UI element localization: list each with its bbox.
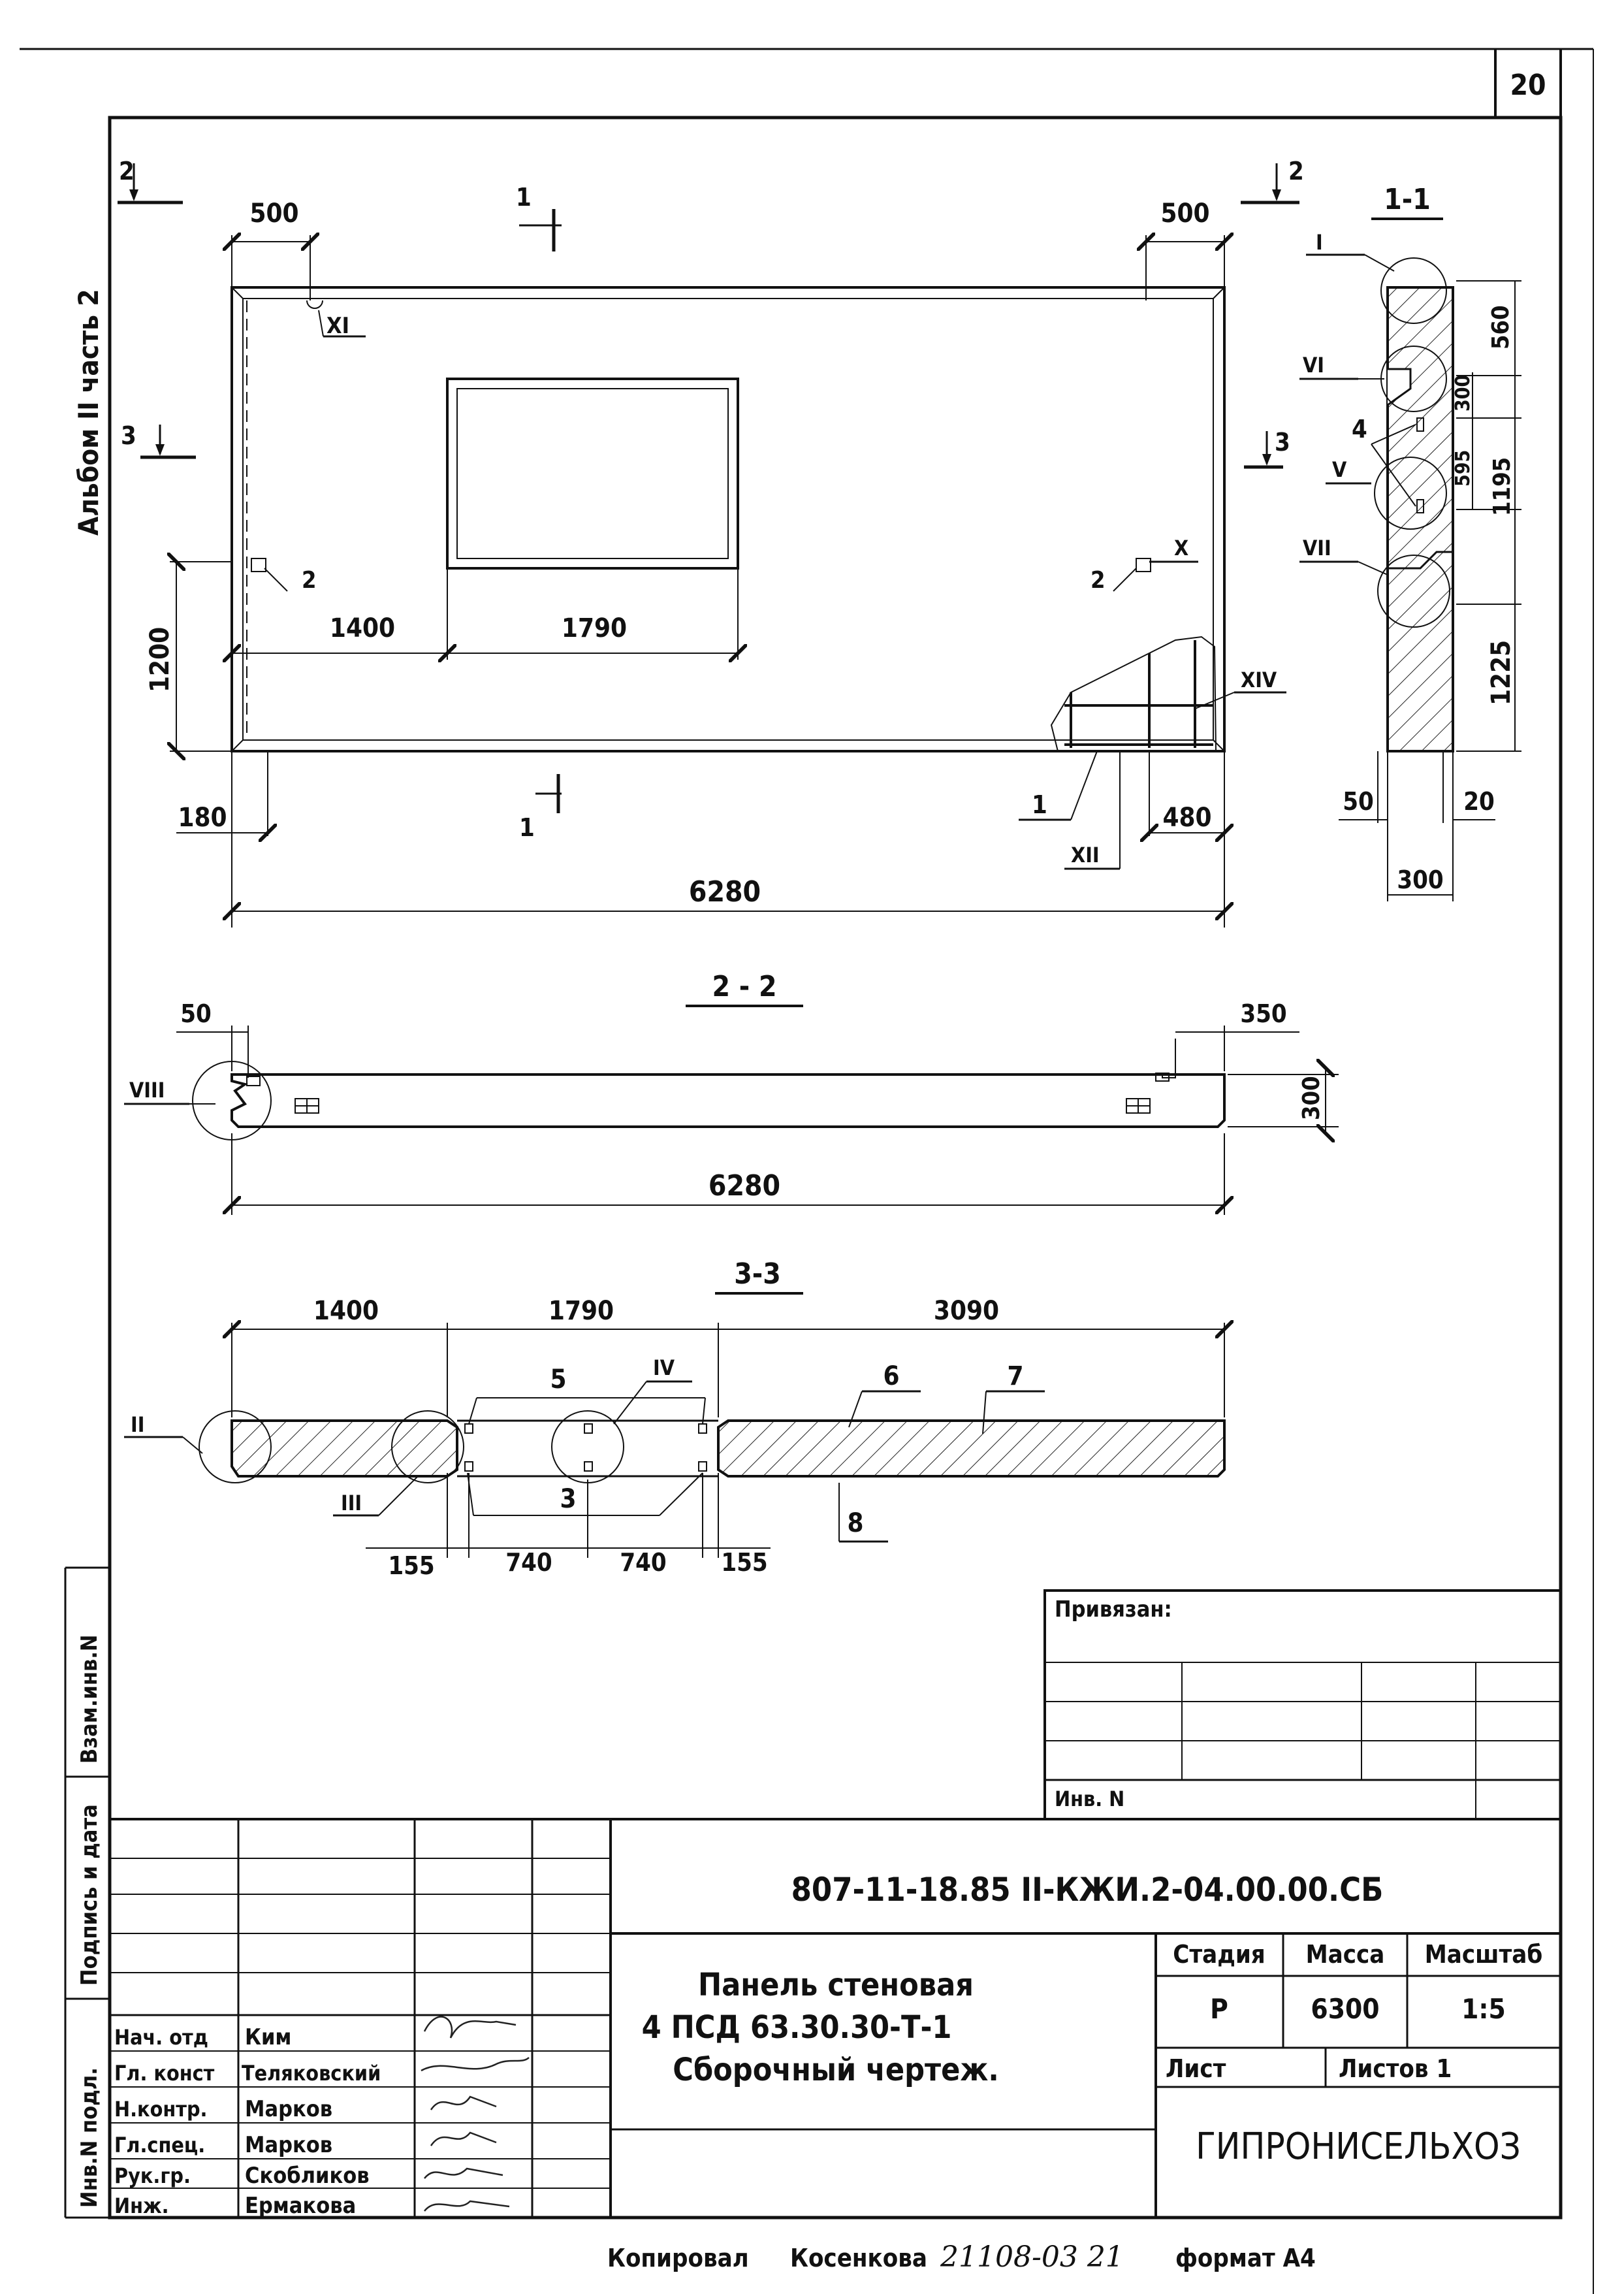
signer-role-5: Инж.	[114, 2193, 169, 2218]
dim-300-bottom: 300	[1397, 865, 1444, 894]
signer-name-3: Марков	[245, 2132, 333, 2158]
dim-480: 480	[1162, 803, 1212, 833]
doc-name-line3: Сборочный чертеж.	[673, 2052, 999, 2088]
section-1-1-title: 1-1	[1384, 183, 1431, 216]
section-3-3-title: 3-3	[734, 1257, 781, 1291]
cut1-top-label: 1	[516, 183, 532, 212]
dim-50-sec22: 50	[180, 999, 212, 1028]
inv-label: Инв. N	[1055, 1786, 1125, 1811]
signer-name-0: Ким	[245, 2024, 292, 2050]
signer-role-0: Нач. отд	[114, 2025, 208, 2050]
node-IV: IV	[653, 1355, 675, 1380]
window-opening	[447, 379, 738, 568]
signer-name-1: Теляковский	[242, 2061, 381, 2086]
node-V: V	[1332, 457, 1347, 482]
header-mass: Масса	[1305, 1940, 1385, 1969]
doc-name-line2: 4 ПСД 63.30.30-Т-1	[641, 2009, 952, 2046]
dim-1400: 1400	[329, 613, 396, 643]
dim-1200: 1200	[145, 626, 175, 692]
cut2-left-label: 2	[119, 157, 135, 186]
dim-6280-sec22: 6280	[708, 1169, 781, 1203]
dim-300-sec11: 300	[1452, 374, 1474, 412]
section-2-2-body	[232, 1074, 1224, 1127]
pos7: 7	[1007, 1361, 1024, 1391]
signer-name-5: Ермакова	[245, 2193, 357, 2219]
doc-name-line1: Панель стеновая	[698, 1967, 974, 2003]
cut2-right-label: 2	[1288, 157, 1304, 186]
footer-copier-name: Косенкова	[790, 2244, 927, 2272]
side-label-original: Инв.N подл.	[76, 2067, 103, 2208]
dim-740-right: 740	[620, 1548, 667, 1577]
sheet-label: Лист	[1166, 2054, 1226, 2083]
node-XI: XI	[326, 313, 349, 339]
value-stage: Р	[1210, 1993, 1228, 2025]
node-VII: VII	[1303, 536, 1331, 560]
node-XII: XII	[1071, 843, 1100, 867]
dim-300-sec22: 300	[1298, 1076, 1325, 1120]
signer-name-4: Скобликов	[245, 2163, 370, 2189]
dim-6280-main: 6280	[688, 875, 761, 909]
value-scale: 1:5	[1461, 1993, 1506, 2025]
header-scale: Масштаб	[1424, 1940, 1543, 1969]
dim-20: 20	[1463, 787, 1495, 816]
node-XIV: XIV	[1241, 668, 1277, 692]
node-II: II	[131, 1412, 145, 1437]
dim-350: 350	[1240, 999, 1287, 1028]
section-3-3	[124, 1257, 1224, 1580]
node-X: X	[1174, 536, 1189, 560]
dim-595: 595	[1452, 449, 1474, 487]
dim-180: 180	[178, 803, 227, 833]
dim-3090: 3090	[933, 1296, 1000, 1326]
doc-code: 807-11-18.85 II-КЖИ.2-04.00.00.СБ	[791, 1871, 1384, 1909]
dim-1195: 1195	[1489, 457, 1516, 516]
dim-500-left: 500	[249, 199, 299, 229]
section-1-1	[1299, 183, 1521, 901]
cut3-left-label: 3	[121, 421, 136, 450]
title-block	[110, 1819, 1561, 2219]
dim-1790-sec33: 1790	[548, 1296, 614, 1326]
section-1-1-body	[1388, 287, 1453, 751]
side-label-replacement: Взам.инв.N	[76, 1634, 103, 1764]
signer-role-3: Гл.спец.	[114, 2133, 206, 2157]
dim-500-right: 500	[1160, 199, 1210, 229]
node-VIII: VIII	[129, 1078, 165, 1103]
sheet-number: 20	[1510, 69, 1546, 102]
dim-1400-sec33: 1400	[313, 1296, 379, 1326]
signer-role-1: Гл. конст	[114, 2061, 215, 2086]
pos1: 1	[1032, 790, 1047, 819]
dim-1225: 1225	[1486, 639, 1516, 705]
dim-155-right: 155	[721, 1548, 768, 1577]
album-side-label: Альбом II часть 2	[72, 289, 104, 536]
pos6: 6	[883, 1361, 900, 1391]
pos4: 4	[1352, 415, 1367, 444]
footer-copied-label: Копировал	[607, 2244, 749, 2272]
sheets-label: Листов 1	[1339, 2054, 1452, 2083]
main-view	[118, 157, 1304, 928]
footer-handwritten-number: 21108-03 21	[940, 2240, 1124, 2274]
pos2-right: 2	[1091, 567, 1106, 594]
dim-1790: 1790	[561, 613, 628, 643]
value-mass: 6300	[1311, 1993, 1380, 2025]
signer-name-2: Марков	[245, 2096, 333, 2122]
dim-155-left: 155	[388, 1551, 435, 1580]
section-2-2-title: 2 - 2	[712, 970, 777, 1003]
dim-740-left: 740	[505, 1548, 552, 1577]
privyazan-block	[1045, 1591, 1561, 1819]
header-stage: Стадия	[1173, 1940, 1266, 1969]
section-2-2	[124, 970, 1339, 1215]
node-III: III	[341, 1491, 362, 1515]
privyazan-title: Привязан:	[1055, 1596, 1172, 1623]
signer-role-2: Н.контр.	[114, 2097, 208, 2122]
pos8: 8	[847, 1508, 864, 1538]
node-VI: VI	[1303, 353, 1324, 378]
pos2-left: 2	[302, 567, 317, 594]
pos5: 5	[550, 1365, 567, 1395]
signatures	[421, 2017, 529, 2211]
signer-role-4: Рук.гр.	[114, 2163, 191, 2188]
pos3: 3	[560, 1484, 577, 1514]
cut3-right-label: 3	[1275, 428, 1290, 457]
dim-560: 560	[1488, 305, 1514, 349]
dim-50-sec11: 50	[1343, 787, 1374, 816]
cut1-bottom-label: 1	[519, 813, 535, 842]
node-I: I	[1316, 230, 1323, 255]
organization-name: ГИПРОНИСЕЛЬХОЗ	[1196, 2125, 1521, 2168]
side-label-signature: Подпись и дата	[76, 1804, 103, 1986]
footer-format: формат А4	[1175, 2244, 1316, 2272]
section-3-3-right-body	[718, 1421, 1224, 1476]
